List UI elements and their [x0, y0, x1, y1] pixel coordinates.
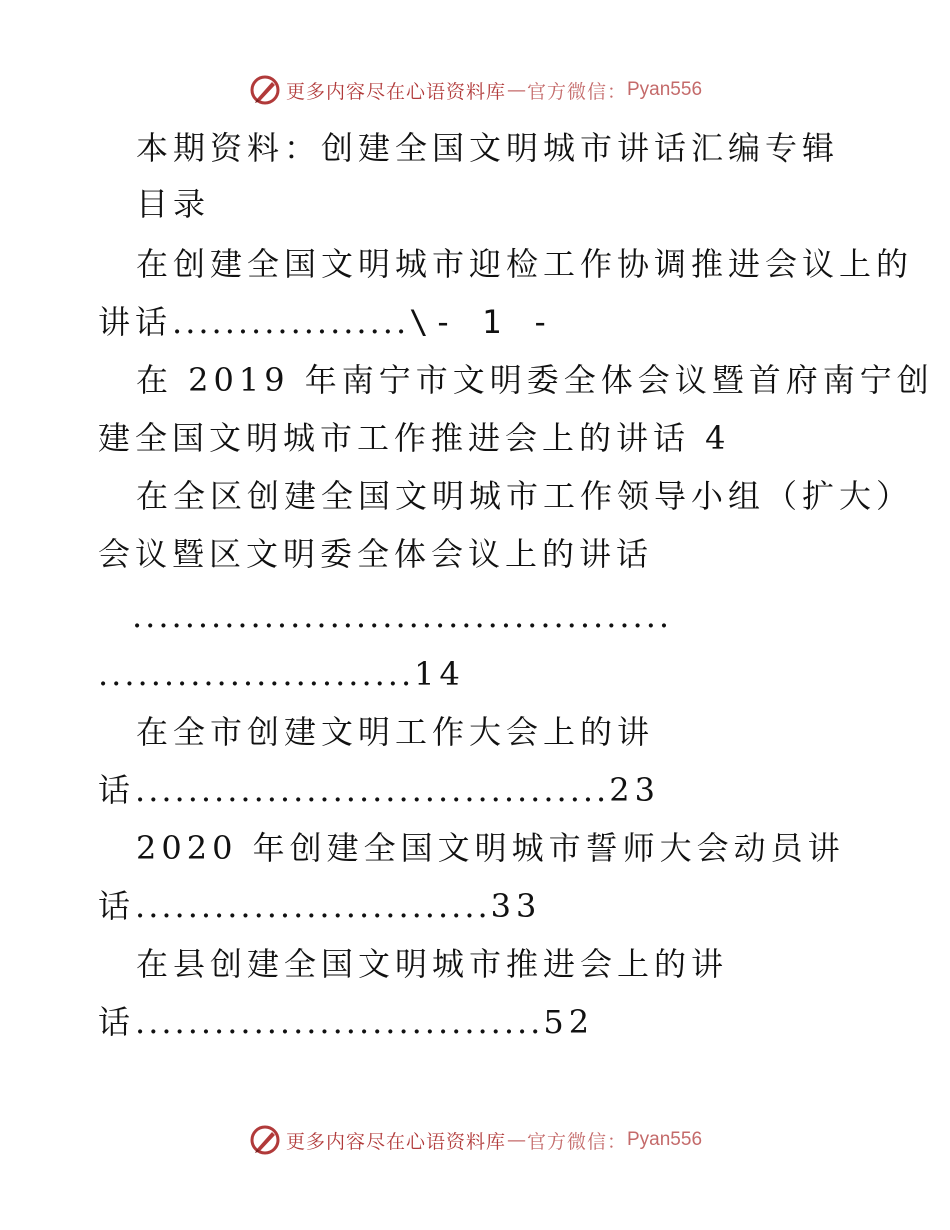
toc-entry-3-leader-b: ........................ [98, 655, 415, 693]
toc-entry-3-page: 14 [414, 655, 465, 693]
toc-entry-5-leader: ........................... [135, 887, 491, 925]
footer-watermark [0, 1120, 950, 1160]
toc-entry-4-continuation[interactable] [98, 770, 660, 810]
watermark-wechat-id: Pyan556 [627, 79, 703, 100]
watermark-separator: — [506, 1129, 526, 1151]
toc-entry-6-title-end: 话 [98, 1003, 136, 1041]
watermark-main-text: 更多内容尽在心语资料库 [285, 1130, 506, 1153]
toc-entry-1-continuation[interactable] [98, 302, 555, 342]
document-heading: 本期资料：创建全国文明城市讲话汇编专辑 [136, 129, 840, 167]
toc-entry-2-continuation[interactable]: 建全国文明城市工作推进会上的讲话 4 [98, 419, 731, 457]
toc-entry-6-continuation[interactable] [98, 1002, 594, 1042]
watermark-wechat-id: Pyan556 [627, 1129, 703, 1150]
pen-swirl-logo-icon [248, 1123, 282, 1157]
toc-entry-5-page: 33 [490, 887, 542, 925]
toc-entry-3-continuation[interactable]: 会议暨区文明委全体会议上的讲话 [98, 535, 654, 573]
toc-entry-6-title[interactable]: 在县创建全国文明城市推进会上的讲 [136, 945, 729, 983]
toc-entry-5-title[interactable]: 2020 年创建全国文明城市誓师大会动员讲 [136, 829, 845, 867]
toc-entry-3-title[interactable]: 在全区创建全国文明城市工作领导小组（扩大） [136, 477, 914, 515]
toc-entry-1-title[interactable]: 在创建全国文明城市迎检工作协调推进会议上的 [136, 245, 914, 283]
toc-entry-2-title[interactable]: 在 2019 年南宁市文明委全体会议暨首府南宁创 [136, 361, 934, 399]
toc-entry-6-leader: ............................... [135, 1003, 544, 1041]
toc-entry-5-title-end: 话 [98, 887, 136, 925]
toc-entry-3-leader-line[interactable] [98, 654, 465, 694]
toc-entry-1-title-end: 讲话 [98, 303, 173, 341]
pen-swirl-logo-icon [248, 73, 282, 107]
watermark-main-text: 更多内容尽在心语资料库 [285, 80, 506, 103]
header-watermark [0, 70, 950, 110]
toc-entry-1-leader: .................. [172, 303, 410, 341]
toc-entry-4-title[interactable]: 在全市创建文明工作大会上的讲 [136, 713, 655, 751]
watermark-sub-text: 官方微信： [526, 1130, 627, 1153]
toc-entry-4-leader: .................................... [135, 771, 610, 809]
toc-entry-4-page: 23 [609, 771, 660, 809]
toc-entry-5-continuation[interactable] [98, 886, 541, 926]
toc-entry-6-page: 52 [543, 1003, 595, 1041]
watermark-sub-text: 官方微信： [526, 80, 627, 103]
toc-entry-3-leader-a: ......................................... [132, 597, 673, 635]
toc-entry-4-title-end: 话 [98, 771, 136, 809]
toc-title: 目录 [136, 185, 211, 223]
toc-entry-1-page: \- 1 - [409, 303, 555, 341]
watermark-separator: — [506, 79, 526, 101]
